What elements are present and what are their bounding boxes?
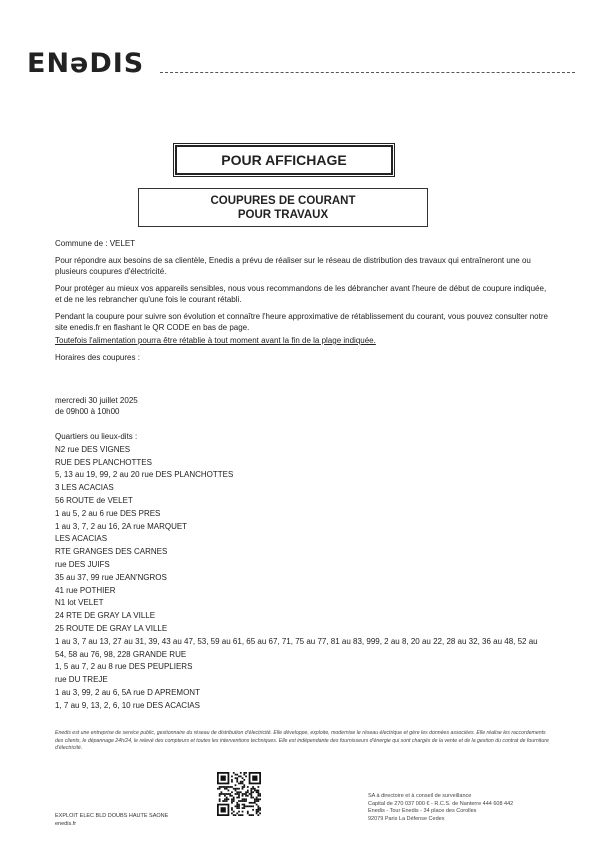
place-item: 35 au 37, 99 rue JEAN'NGROS — [55, 572, 167, 582]
place-item: 3 LES ACACIAS — [55, 483, 114, 493]
outage-time: de 09h00 à 10h00 — [55, 407, 120, 416]
place-item: rue DES JUIFS — [55, 559, 110, 569]
place-item: N1 lot VELET — [55, 598, 104, 608]
notice-body — [55, 238, 550, 713]
qr-code[interactable] — [217, 772, 261, 816]
enedis-logo: ENəDIS — [27, 48, 145, 79]
title-box — [138, 188, 428, 227]
footer-address: Enedis - Tour Enedis - 34 place des Corolles — [368, 808, 477, 814]
place-item: RTE GRANGES DES CARNES — [55, 547, 168, 557]
footer-website: enedis.fr — [55, 821, 77, 827]
notice-label-box — [175, 145, 393, 175]
paragraph: Pour répondre aux besoins de sa clientèle, Enedis a prévu de réaliser sur le réseau de distribution des travaux qui entraîneront une ou plusieurs coupures d'électricité. — [55, 256, 531, 276]
paragraph: Pour protéger au mieux vos appareils sensibles, nous vous recommandons de les débrancher avant l'heure de début de coupure indiquée, et de ne les rebrancher qu'une fois le courant rétabli. — [55, 284, 547, 304]
places-label: Quartiers ou lieux-dits : — [55, 432, 138, 441]
place-item: 25 ROUTE DE GRAY LA VILLE — [55, 623, 168, 633]
footer-left — [55, 812, 168, 828]
place-item: 1 au 5, 2 au 6 rue DES PRES — [55, 508, 161, 518]
footer-right — [368, 793, 513, 823]
place-item: 24 RTE DE GRAY LA VILLE — [55, 611, 156, 621]
title-line-1: COUPURES DE COURANT — [210, 194, 356, 207]
place-item: RUE DES PLANCHOTTES — [55, 457, 152, 467]
place-item: 1, 5 au 7, 2 au 8 rue DES PEUPLIERS — [55, 662, 193, 672]
warning-text: Toutefois l'alimentation pourra être rétablie à tout moment avant la fin de la plage indiquée. — [55, 336, 376, 345]
notice-label: POUR AFFICHAGE — [221, 152, 347, 168]
outage-date: mercredi 30 juillet 2025 — [55, 396, 138, 405]
footer-address: 92079 Paris La Défense Cedex — [368, 815, 445, 822]
place-item: 1 au 3, 99, 2 au 6, 5A rue D APREMONT — [55, 687, 200, 697]
legal-text: Enedis est une entreprise de service public, gestionnaire du réseau de distribution d'électricité. Elle développe, exploite, modernise le réseau électrique et gère les données associées. Elle réalise les raccordements des clients, le dépannage 24h/24, le relevé des compteurs et toutes les interventions techniques. Elle est indépendante des fournisseurs d'énergie qui sont chargés de la vente et de la gestion du contrat de fourniture d'électricité. — [55, 730, 549, 751]
place-item: 1, 7 au 9, 13, 2, 6, 10 rue DES ACACIAS — [55, 700, 200, 710]
place-item: 5, 13 au 19, 99, 2 au 20 rue DES PLANCHOTTES — [55, 470, 234, 480]
footer-unit: EXPLOIT ELEC BLD DOUBS HAUTE SAONE — [55, 813, 169, 819]
header-divider — [160, 72, 575, 73]
place-item: LES ACACIAS — [55, 534, 108, 544]
places-list — [55, 444, 550, 713]
place-item: rue DU TREJE — [55, 675, 108, 685]
place-item: 56 ROUTE de VELET — [55, 495, 133, 505]
place-item: N2 rue DES VIGNES — [55, 444, 131, 454]
place-item: 1 au 3, 7, 2 au 16, 2A rue MARQUET — [55, 521, 188, 531]
title-line-2: POUR TRAVAUX — [237, 208, 329, 221]
footer-legal-line: Capital de 270 037 000 € - R.C.S. de Nanterre 444 608 442 — [368, 800, 514, 807]
commune-name: Commune de : VELET — [55, 239, 136, 248]
footer-legal-line: SA à directoire et à conseil de surveillance — [368, 793, 472, 799]
place-item: 1 au 3, 7 au 13, 27 au 31, 39, 43 au 47, 53, 59 au 61, 65 au 67, 71, 75 au 77, 81 au 83, 999, 2 au 8, 20 au 22, 28 au 32, 36 au 48, 52 au 54, 58 au 76, 98, 228 GRANDE RUE — [55, 636, 538, 659]
hours-label: Horaires des coupures : — [55, 353, 140, 362]
paragraph: Pendant la coupure pour suivre son évolution et connaître l'heure approximative de rétablissement du courant, vous pouvez consulter notre site enedis.fr en flashant le QR CODE en bas de page. — [55, 312, 548, 332]
place-item: 41 rue POTHIER — [55, 585, 116, 595]
